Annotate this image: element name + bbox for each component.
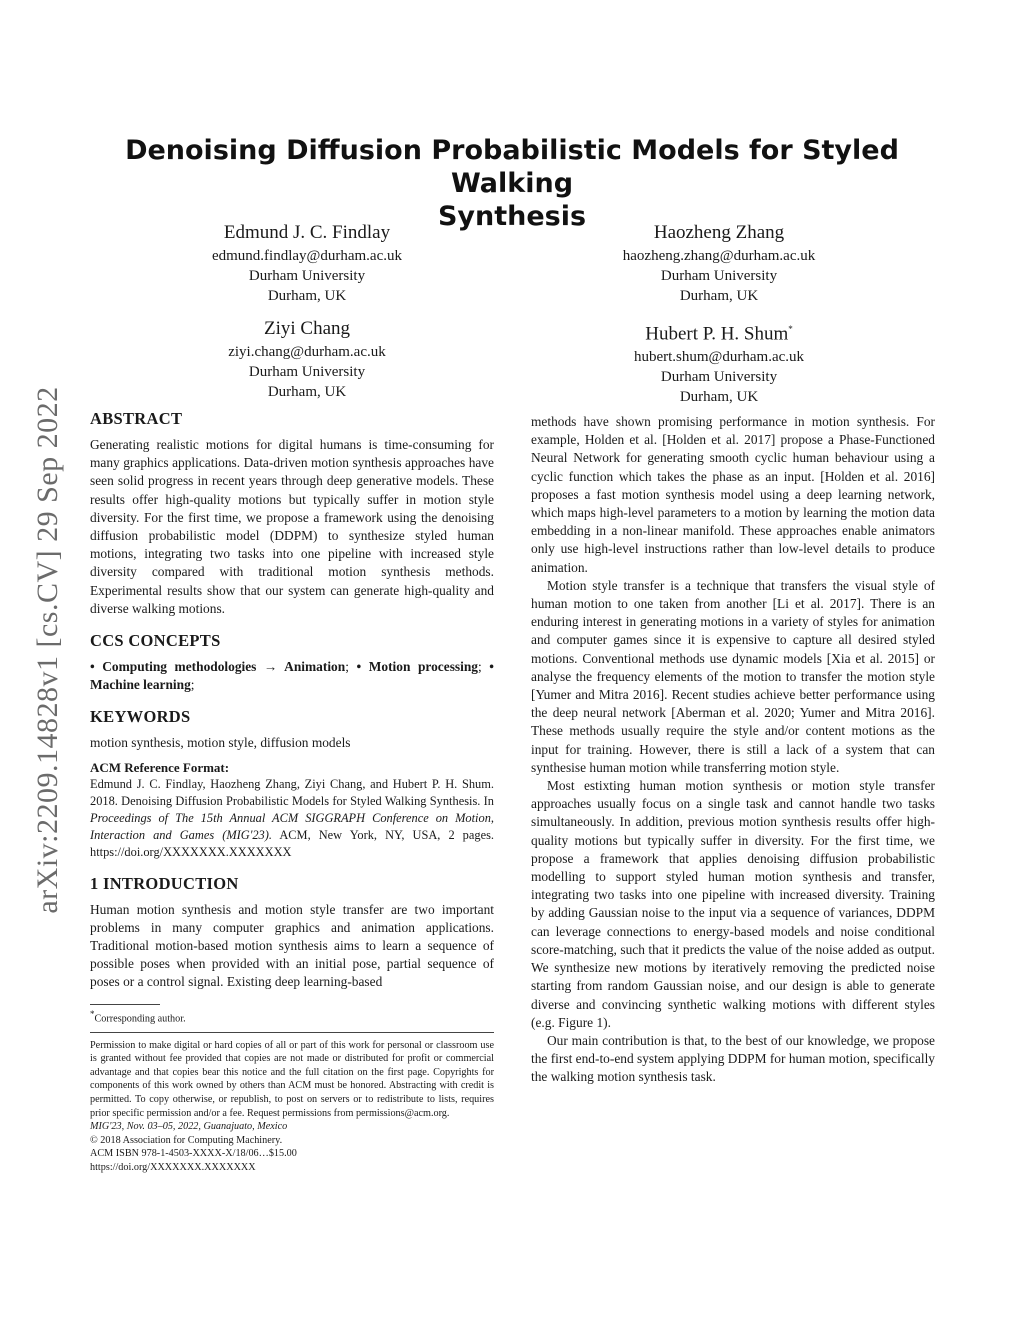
intro-paragraph-1: methods have shown promising performance in motion synthesis. For example, Holden et al. [Holden et al. 2017] propose a Phase-Functioned Neural Network for generating smooth cyclic human behaviour using a cyclic function which takes the phase as an input. [Holden et al. 2016] proposes a fast motion synthesis model using a deep learning network, which maps high-level parameters to a motion by learning the motion data embedding in a non-linear manifold. These approaches enable animators only use high-level instructions rather than low-level details to produce animation.	[531, 414, 935, 575]
acm-ref-heading: ACM Reference Format:	[90, 759, 230, 775]
paper-title	[90, 134, 934, 233]
abstract-heading: ABSTRACT	[90, 409, 183, 428]
author-affiliation: Durham University	[660, 369, 778, 386]
conference-info: MIG'23, Nov. 03–05, 2022, Guanajuato, Mexico	[90, 1121, 288, 1133]
corresponding-mark: *	[90, 1008, 95, 1019]
left-column	[90, 408, 494, 1175]
author-affiliation: Durham University	[248, 364, 366, 380]
corresponding-mark: *	[788, 324, 793, 334]
author-name-with-mark	[549, 316, 889, 347]
arxiv-stamp	[28, 350, 68, 950]
author-email: edmund.findlay@durham.ac.uk	[211, 248, 402, 264]
ccs-text	[90, 658, 494, 694]
footnote-rule	[90, 1004, 160, 1005]
ccs-item-2: • Motion processing	[356, 659, 478, 675]
intro-paragraph-4: Our main contribution is that, to the best of our knowledge, we propose the first end-to-end system applying DDPM for human motion, specifically the walking motion synthesis task.	[531, 1032, 935, 1085]
permission-text: Permission to make digital or hard copies of all or part of this work for personal or classroom use is granted without fee provided that copies are not made or distributed for profit or commercial advantage and that copies bear this notice and the full citation on the first page. Copyrights for components of this work owned by others than ACM must be honored. Abstracting with credit is permitted. To copy otherwise, or republish, to post on servers or to redistribute to lists, requires prior specific permission and/or a fee. Request permissions from permissions@acm.org.	[90, 1039, 494, 1119]
intro-left-text: Human motion synthesis and motion style transfer are two important problems in many computer graphics and animation applications. Traditional motion-based motion synthesis aims to learn a sequence of possible poses when provided with an initial pose, partial sequence of poses or a control signal. Existing deep learning-based	[90, 901, 494, 990]
author-affiliation: Durham University	[660, 268, 778, 284]
author-email: ziyi.chang@durham.ac.uk	[228, 344, 386, 360]
doi-text: https://doi.org/XXXXXXX.XXXXXXX	[90, 1161, 256, 1173]
acm-ref-part: Edmund J. C. Findlay, Haozheng Zhang, Ziyi Chang, and Hubert P. H. Shum. 2018. Denoising Diffusion Probabilistic Models for Styled Walking Synthesis. In	[90, 776, 494, 808]
ccs-separator: ;	[345, 659, 357, 675]
author-block-1	[137, 220, 477, 306]
keywords-text: motion synthesis, motion style, diffusion models	[90, 735, 351, 751]
intro-heading: 1 INTRODUCTION	[90, 873, 239, 893]
author-email: haozheng.zhang@durham.ac.uk	[622, 248, 816, 264]
intro-paragraph-2: Motion style transfer is a technique that transfers the visual style of human motion to one taken from another [Li et al. 2017]. There is an enduring interest in generating motions in a variety of styles for animation and computer games since it is expensive to capture all desired styled motions. Conventional methods use dynamic models [Xia et al. 2015] or analyse the frequency elements of the motion to transfer the motion style [Yumer and Mitra 2016]. Recent studies achieve better performance using the deep neural network [Aberman et al. 2020; Yumer and Mitra 2016]. These methods usually require the style and/or content motions as the input for training. However, there is still a lack of a system that can synthesise human motion while transferring motion style.	[531, 577, 935, 775]
keywords-heading: KEYWORDS	[90, 707, 191, 727]
author-name: Hubert P. H. Shum	[645, 323, 789, 345]
acm-ref-part: ACM, New York, NY, USA, 2 pages. https://doi.org/XXXXXXX.XXXXXXX	[90, 827, 494, 859]
ccs-item-1: • Computing methodologies → Animation	[90, 659, 346, 675]
ccs-item-3: • Machine learning	[90, 659, 494, 693]
author-location: Durham, UK	[679, 389, 759, 406]
author-location: Durham, UK	[267, 384, 347, 400]
paper-title-line2: Synthesis	[437, 201, 587, 232]
author-name: Haozheng Zhang	[653, 222, 785, 243]
ccs-separator: ;	[477, 659, 490, 675]
author-block-4	[549, 316, 889, 407]
author-block-3	[137, 316, 477, 402]
corresponding-text: Corresponding author.	[94, 1013, 186, 1025]
acm-ref-text	[90, 776, 494, 861]
paper-title-line1: Denoising Diffusion Probabilistic Models for Styled Walking	[125, 135, 899, 199]
author-name: Ziyi Chang	[263, 318, 351, 339]
isbn-text: ACM ISBN 978-1-4503-XXXX-X/18/06…$15.00	[90, 1148, 297, 1160]
ccs-end: ;	[190, 677, 195, 693]
right-column	[531, 413, 935, 1087]
abstract-text: Generating realistic motions for digital humans is time-consuming for many graphics applications. Data-driven motion synthesis approaches have seen solid progress in recent years through deep generative models. These results offer high-quality motions but typically suffer in motion style diversity. For the first time, we propose a framework using the denoising diffusion probabilistic model (DDPM) to synthesize styled human motions, integrating two tasks into one pipeline with increased style diversity compared with traditional motion synthesis methods. Experimental results show that our system can generate high-quality and diverse walking motions.	[90, 437, 494, 616]
ccs-heading: CCS CONCEPTS	[90, 631, 221, 651]
author-email: hubert.shum@durham.ac.uk	[633, 349, 805, 366]
author-affiliation: Durham University	[248, 268, 366, 284]
acm-ref-venue: Proceedings of The 15th Annual ACM SIGGRAPH Conference on Motion, Interaction and Games (MIG'23).	[90, 810, 494, 842]
copyright-text: © 2018 Association for Computing Machinery.	[90, 1134, 283, 1146]
author-name: Edmund J. C. Findlay	[223, 222, 391, 243]
arxiv-id: arXiv:2209.14828v1 [cs.CV] 29 Sep 2022	[31, 386, 64, 914]
author-location: Durham, UK	[679, 288, 759, 304]
author-block-2	[549, 220, 889, 306]
corresponding-footnote	[90, 1008, 494, 1026]
intro-paragraph-3: Most estixting human motion synthesis or motion style transfer approaches usually focus on a single task and cannot handle two tasks simultaneously. In addition, previous motion synthesis results offer high-quality motions but typically suffer in diversity. For the first time, we propose a framework that applies denoising diffusion probabilistic modelling to support styled human motion synthesis and transfer, integrating two tasks into one pipeline with increased diversity. Training by adding Gaussian noise to the input via a sequence of variances, DDPM can leverage connections to energy-based models and noise conditional score-matching, such that it predicts the value of the noise added as output. We synthesize new motions by iteratively removing the predicted noise starting from random Gaussian noise, and our design is able to generate diverse and convincing synthetic walking motions with different styles (e.g. Figure 1).	[531, 778, 935, 1030]
permission-rule	[90, 1032, 494, 1033]
author-location: Durham, UK	[267, 288, 347, 304]
